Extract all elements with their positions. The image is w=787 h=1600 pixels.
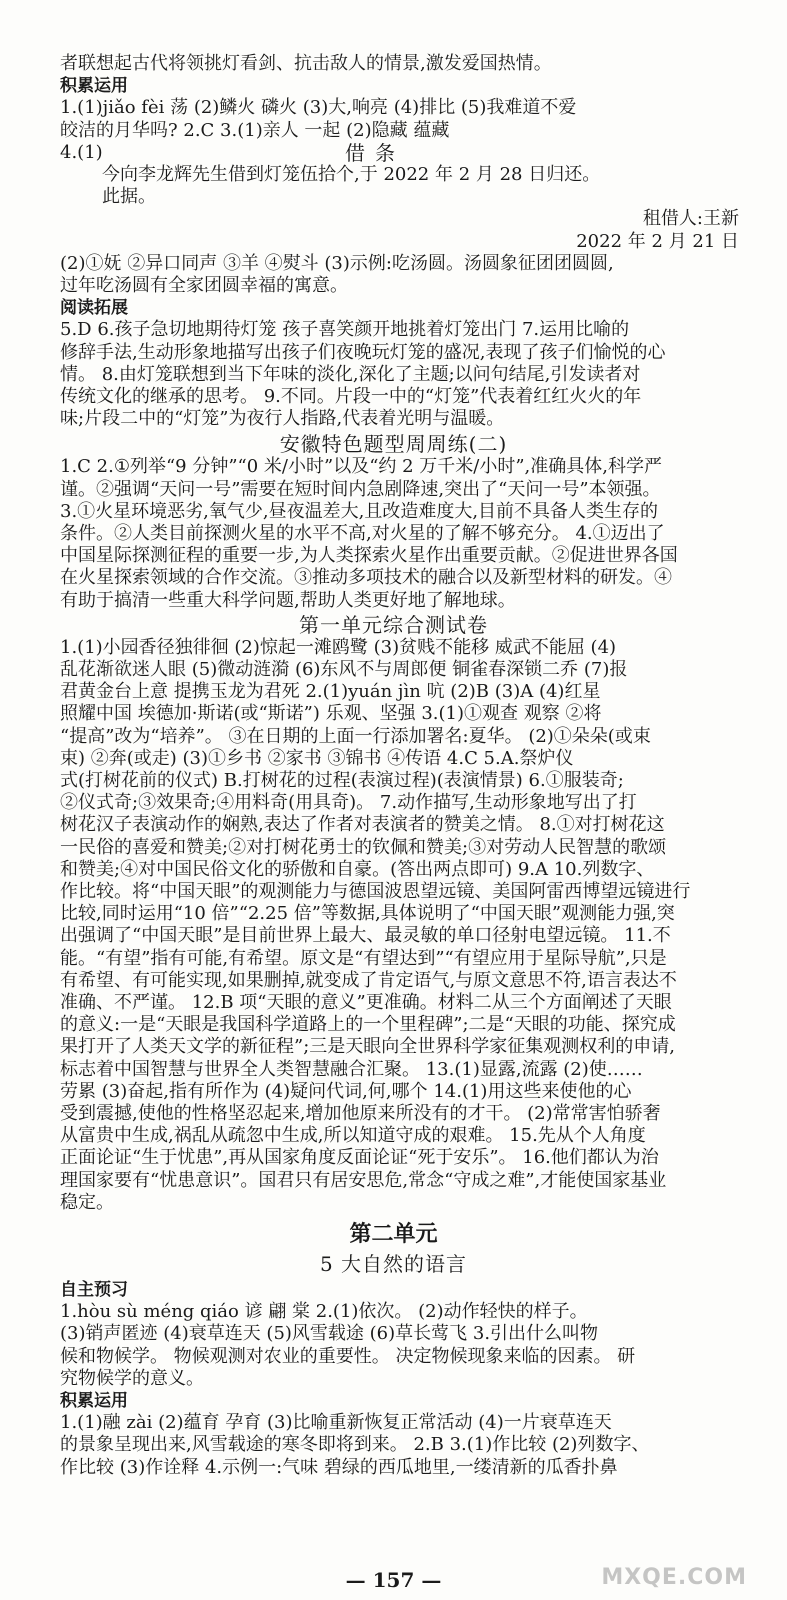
text-line: (3)销声匿迹 (4)衰草连天 (5)风雪载途 (6)草长莺飞 3.引出什么叫物 bbox=[60, 1323, 599, 1345]
section-label: 自主预习 bbox=[60, 1280, 128, 1300]
text-line: 正面论证“生于忧患”,再从国家角度反面论证“死于安乐”。 16.他们都认为治 bbox=[60, 1147, 659, 1169]
question-number: 4.(1) bbox=[60, 141, 103, 163]
text-line: 准确、不严谨。 12.B 项“天眼的意义”更准确。材料二从三个方面阐述了天眼 bbox=[60, 992, 672, 1013]
text-line: 有助于搞清一些重大科学问题,帮助人类更好地了解地球。 bbox=[60, 589, 516, 611]
section-label: 阅读拓展 bbox=[60, 298, 128, 319]
text-line: 候和物候学。 物候观测对农业的重要性。 决定物候现象来临的因素。 研 bbox=[60, 1345, 636, 1367]
text-line: 受到震撼,使他的性格坚忍起来,增加他原来所没有的才干。 (2)常常害怕骄奢 bbox=[60, 1103, 661, 1124]
text-line: 味;片段二中的“灯笼”为夜行人指路,代表着光明与温暖。 bbox=[60, 408, 505, 430]
text-line: 的意义:一是“天眼是我国科学道路上的一个里程碑”;二是“天眼的功能、探究成 bbox=[60, 1014, 676, 1036]
watermark: MXQE.COM bbox=[601, 1565, 747, 1590]
text-line: 究物候学的意义。 bbox=[60, 1367, 204, 1389]
lesson-heading: 5 大自然的语言 bbox=[319, 1252, 468, 1276]
note-signature: 租借人:王新 bbox=[642, 208, 739, 230]
text-line: 和赞美;④对中国民俗文化的骄傲和自豪。(答出两点即可) 9.A 10.列数字、 bbox=[60, 858, 655, 880]
text-line: 比较,同时运用“10 倍”“2.25 倍”等数据,具体说明了“中国天眼”观测能力强,突 bbox=[60, 903, 675, 925]
text-line: 传统文化的继承的思考。 9.不同。片段一中的“灯笼”代表着红红火火的年 bbox=[60, 386, 642, 407]
section-label: 积累运用 bbox=[60, 76, 128, 97]
text-line: 照耀中国 埃德加·斯诺(或“斯诺”) 乐观、坚强 3.(1)①观查 观察 ②将 bbox=[60, 703, 602, 725]
text-line: 乱花渐欲迷人眼 (5)微动涟漪 (6)东风不与周郎便 铜雀春深锁二乔 (7)报 bbox=[60, 659, 628, 680]
text-line: 从富贵中生成,祸乱从疏忽中生成,所以知道守成的艰难。 15.先从个人角度 bbox=[60, 1125, 646, 1147]
text-line: ②仪式奇;③效果奇;④用料奇(用具奇)。 7.动作描写,生动形象地写出了打 bbox=[60, 792, 637, 814]
section-heading: 第一单元综合测试卷 bbox=[299, 612, 488, 637]
note-line: 此据。 bbox=[102, 186, 156, 208]
text-line: 5.D 6.孩子急切地期待灯笼 孩子喜笑颜开地挑着灯笼出门 7.运用比喻的 bbox=[60, 319, 630, 341]
text-line: 树花汉子表演动作的娴熟,表达了作者对表演者的赞美之情。 8.①对打树花这 bbox=[60, 814, 665, 836]
text-line: 作比较。将“中国天眼”的观测能力与德国波恩望远镜、美国阿雷西博望远镜进行 bbox=[60, 881, 691, 902]
text-line: “提高”改为“培养”。 ③在日期的上面一行添加署名:夏华。 (2)①朵朵(或束 bbox=[60, 725, 651, 747]
note-title: 借条 bbox=[345, 140, 405, 165]
page-number: — 157 — bbox=[345, 1568, 442, 1592]
section-heading: 安徽特色题型周周练(二) bbox=[279, 432, 508, 457]
text-line: 君黄金台上意 提携玉龙为君死 2.(1)yuán jìn 吭 (2)B (3)A (4)红星 bbox=[60, 681, 601, 703]
text-line: 条件。②人类目前探测火星的水平不高,对火星的了解不够充分。 4.①迈出了 bbox=[60, 523, 665, 544]
text-line: 作比较 (3)作诠释 4.示例一:气味 碧绿的西瓜地里,一缕清新的瓜香扑鼻 bbox=[60, 1456, 618, 1478]
text-line: 一民俗的喜爱和赞美;②对打树花勇士的钦佩和赞美;③对劳动人民智慧的歌颂 bbox=[60, 836, 667, 858]
text-line: 出强调了“中国天眼”是目前世界上最大、最灵敏的单口径射电望远镜。 11.不 bbox=[60, 925, 671, 947]
text-line: 过年吃汤圆有全家团圆幸福的寓意。 bbox=[60, 275, 348, 296]
text-line: 有希望、有可能实现,如果删掉,就变成了肯定语气,与原文意思不符,语言表达不 bbox=[60, 969, 677, 991]
text-line: 理国家要有“忧患意识”。国君只有居安思危,常念“守成之难”,才能使国家基业 bbox=[60, 1169, 667, 1191]
text-line: 修辞手法,生动形象地描写出孩子们夜晚玩灯笼的盛况,表现了孩子们愉悦的心 bbox=[60, 341, 666, 363]
text-line: 在火星探索领域的合作交流。③推动多项技术的融合以及新型材料的研发。④ bbox=[60, 567, 672, 589]
text-line: 3.①火星环境恶劣,氧气少,昼夜温差大,且改造难度大,目前不具备人类生存的 bbox=[60, 500, 659, 522]
text-line: 1.(1)小园香径独徘徊 (2)惊起一滩鸥鹭 (3)贫贱不能移 威武不能屈 (4) bbox=[60, 636, 617, 658]
text-line: 标志着中国智慧与世界全人类智慧融合汇聚。 13.(1)显露,流露 (2)使…… bbox=[60, 1058, 643, 1080]
text-line: 果打开了人类天文学的新征程”;三是天眼向全世界科学家征集观测权利的申请, bbox=[60, 1036, 675, 1058]
text-line: 皎洁的月华吗? 2.C 3.(1)亲人 一起 (2)隐藏 蕴藏 bbox=[60, 119, 450, 141]
text-line: 束) ②奔(或走) (3)①乡书 ②家书 ③锦书 ④传语 4.C 5.A.祭炉仪 bbox=[60, 747, 574, 769]
text-line: 者联想起古代将领挑灯看剑、抗击敌人的情景,激发爱国热情。 bbox=[60, 53, 552, 74]
text-line: 式(打树花前的仪式) B.打树花的过程(表演过程)(表演情景) 6.①服装奇; bbox=[60, 770, 624, 791]
text-line: 的景象呈现出来,风雪载途的寒冬即将到来。 2.B 3.(1)作比较 (2)列数字、 bbox=[60, 1434, 650, 1456]
note-date: 2022 年 2 月 21 日 bbox=[576, 230, 739, 252]
unit-heading: 第二单元 bbox=[349, 1222, 438, 1247]
text-line: 中国星际探测征程的重要一步,为人类探索火星作出重要贡献。②促进世界各国 bbox=[60, 545, 678, 567]
text-line: 稳定。 bbox=[60, 1191, 114, 1213]
note-line: 今向李龙辉先生借到灯笼伍拾个,于 2022 年 2 月 28 日归还。 bbox=[102, 164, 601, 185]
text-line: 1.(1)jiǎo fèi 荡 (2)鳞火 磷火 (3)大,响亮 (4)排比 (5)我难道不爱 bbox=[60, 97, 577, 119]
text-line: 劳累 (3)奋起,指有所作为 (4)疑问代词,何,哪个 14.(1)用这些来使他的心 bbox=[60, 1080, 632, 1102]
text-line: 1.(1)融 zài (2)蕴育 孕育 (3)比喻重新恢复正常活动 (4)一片衰草连天 bbox=[60, 1412, 612, 1434]
text-line: (2)①妩 ②异口同声 ③羊 ④熨斗 (3)示例:吃汤圆。汤圆象征团团圆圆, bbox=[60, 252, 614, 274]
text-line: 能。“有望”指有可能,有希望。原文是“有望达到”“有望应用于星际导航”,只是 bbox=[60, 947, 667, 969]
text-line: 谨。②强调“天问一号”需要在短时间内急剧降速,突出了“天问一号”本领强。 bbox=[60, 478, 661, 500]
text-line: 1.hòu sù méng qiáo 谚 翩 棠 2.(1)依次。 (2)动作轻快的样子。 bbox=[60, 1301, 588, 1323]
text-line: 1.C 2.①列举“9 分钟”“0 米/小时”以及“约 2 万千米/小时”,准确具体,科学严 bbox=[60, 456, 663, 478]
text-line: 情。 8.由灯笼联想到当下年味的淡化,深化了主题;以问句结尾,引发读者对 bbox=[60, 363, 641, 385]
section-label: 积累运用 bbox=[60, 1391, 128, 1411]
